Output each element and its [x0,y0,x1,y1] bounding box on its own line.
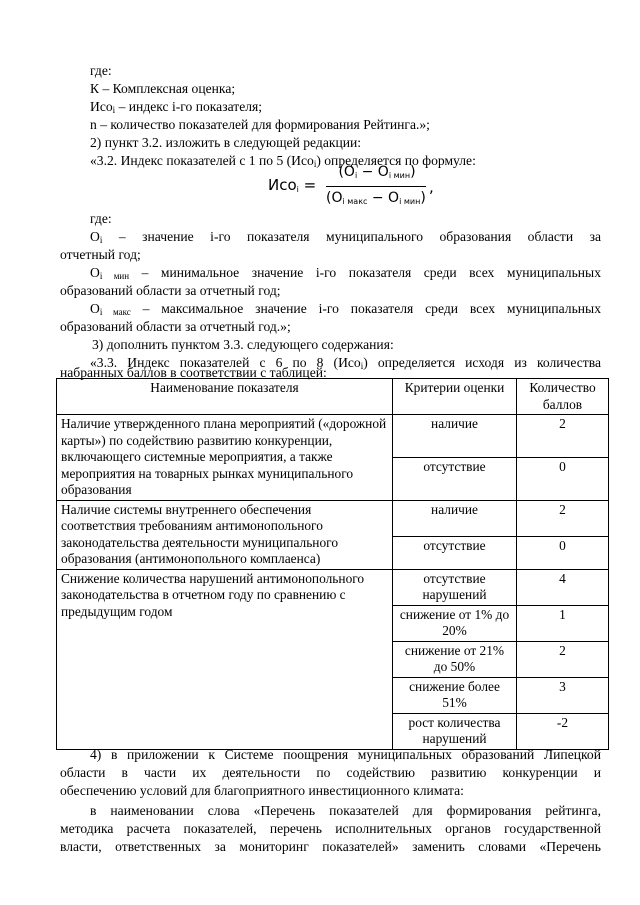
column-header: Количество баллов [517,379,609,415]
points-cell: 2 [517,641,609,677]
text-line: $O_{i макс}$ – максимальное значение i-го показателя среди всех муниципальных [90,301,601,317]
points-cell: 0 [517,537,609,569]
text-line: власти, ответственных за мониторинг показателей» заменить словами «Перечень [60,839,601,854]
points-cell: -2 [517,713,609,749]
table-row [57,569,609,605]
text-line: образований области за отчетный год; [60,283,281,298]
formula-comma: , [429,178,434,196]
text-fragment: ) определяется по формуле: [316,153,476,168]
table-header-row [57,379,609,415]
points-cell: 2 [517,415,609,458]
text-line: где: [90,211,112,226]
text-fragment: «3.2. Индекс показателей с 1 по 5 (Исо [90,153,314,168]
criterion-cell: отсутствие нарушений [393,569,517,605]
text-line: отчетный год; [60,247,141,262]
criterion-cell: снижение более 51% [393,677,517,713]
criterion-cell: снижение от 1% до 20% [393,605,517,641]
text-line: образований области за отчетный год.»; [60,319,291,334]
points-cell: 1 [517,605,609,641]
points-cell: 2 [517,500,609,537]
text-fragment: – минимальное значение i-го показателя среди всех муниципальных [141,265,601,280]
text-line: «3.2. Индекс показателей с 1 по 5 (Исо$_i$) определяется по формуле: [90,153,476,169]
text-line: 3) дополнить пунктом 3.3. следующего содержания: [92,337,394,352]
text-fragment: – максимальное значение i-го показателя среди всех муниципальных [142,301,601,316]
formula-denominator: $(O_{i макс} - O_{i мин})$ [326,190,426,206]
criterion-cell: рост количества нарушений [393,713,517,749]
column-header: Критерии оценки [393,379,517,415]
criterion-cell: наличие [393,415,517,458]
text-line: 2) пункт 3.2. изложить в следующей редакции: [90,135,362,150]
column-header: Наименование показателя [57,379,393,415]
text-line: Исо$_i$ – индекс i-го показателя; [90,99,263,115]
formula-numerator: $(O_i - O_{i мин})$ [338,164,416,180]
table-row [57,415,609,458]
points-cell: 4 [517,569,609,605]
points-cell: 3 [517,677,609,713]
criterion-cell: снижение от 21% до 50% [393,641,517,677]
text-line: где: [90,63,112,78]
indicator-name: Наличие системы внутреннего обеспечения соответствия требованиям антимонопольного законодательства деятельности муниципального образования (антимонопольного комплаенса) [57,500,393,569]
text-line: $O_i$ – значение i-го показателя муниципального образования области за [90,229,601,245]
text-line: обеспечению условий для благоприятного инвестиционного климата: [60,783,464,798]
text-line: набранных баллов в соответствии с таблицей: [60,365,327,380]
criterion-cell: отсутствие [393,457,517,500]
criterion-cell: отсутствие [393,537,517,569]
text-line: К – Комплексная оценка; [90,81,236,96]
text-line: области в части их деятельности по содействию развитию конкуренции и [60,765,601,780]
text-fragment: ) определяется исходя из количества [363,355,601,370]
text-line: методика расчета показателей, перечень исполнительных органов государственной [60,821,601,836]
formula-lhs: Исо$_i$ = [268,176,317,194]
criteria-table [56,378,609,750]
indicator-name: Снижение количества нарушений антимонопольного законодательства в отчетном году по сравнению с предыдущим годом [57,569,393,749]
text-fragment: – значение i-го показателя муниципального образования области за [118,229,601,244]
text-line: $O_{i мин}$ – минимальное значение i-го показателя среди всех муниципальных [90,265,601,281]
text-line: «3.3. Индекс показателей с 6 по 8 (Исо$_i$) определяется исходя из количества [90,355,601,371]
text-line: в наименовании слова «Перечень показателей для формирования рейтинга, [90,803,601,818]
table-row [57,500,609,537]
criterion-cell: наличие [393,500,517,537]
indicator-name: Наличие утвержденного плана мероприятий («дорожной карты») по содействию развитию конкуренции, включающего системные мероприятия, а также мероприятия на товарных рынках муниципального образования [57,415,393,501]
text-line: n – количество показателей для формирования Рейтинга.»; [90,117,430,132]
text-fragment: индекс i-го показателя; [128,99,263,114]
formula [268,164,438,208]
points-cell: 0 [517,457,609,500]
text-line: 4) в приложении к Системе поощрения муниципальных образований Липецкой [90,747,601,762]
fraction-bar [326,186,426,187]
